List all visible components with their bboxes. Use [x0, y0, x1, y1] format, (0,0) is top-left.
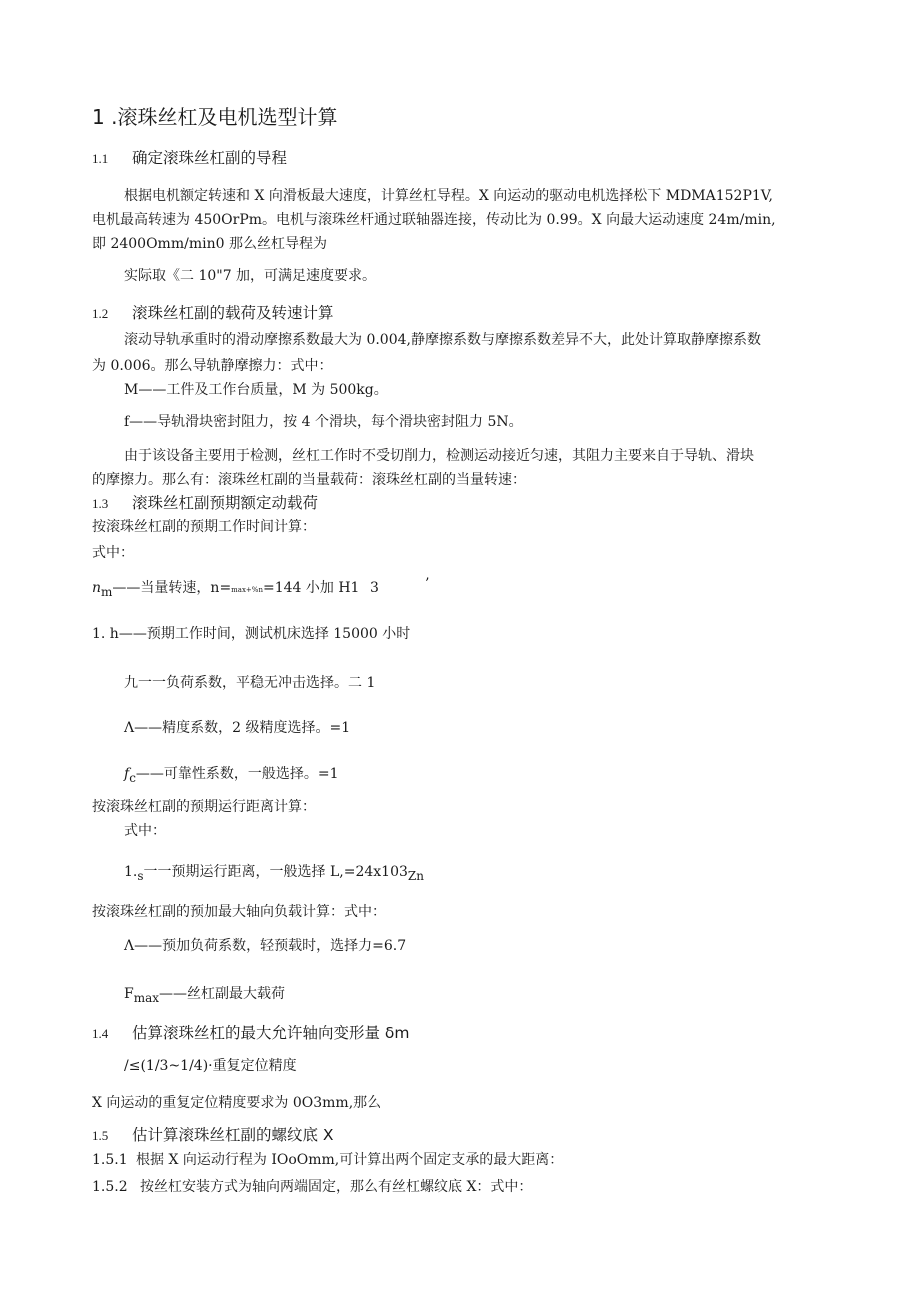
subsection-number: 1.5.1	[92, 1152, 128, 1168]
text: 按丝杠安装方式为轴向两端固定，那么有丝杠螺纹底 X：式中：	[140, 1179, 533, 1195]
text: ——可靠性系数，一般选择。=1	[135, 766, 339, 782]
formula-fragment: ’	[425, 576, 430, 592]
paragraph-line: M——工件及工作台质量，M 为 500kg。	[124, 382, 388, 398]
subsection-1-5-1	[92, 1150, 563, 1170]
subscript: m	[101, 584, 113, 599]
section-1-1-heading	[92, 147, 287, 170]
section-number: 1.5	[92, 1128, 109, 1143]
section-title: 滚珠丝杠副的载荷及转速计算	[132, 304, 334, 322]
text: 1.	[124, 864, 138, 880]
section-number: 1.3	[92, 496, 109, 511]
section-number: 1.4	[92, 1026, 109, 1041]
subscript: c	[129, 770, 136, 785]
subscript: s	[137, 868, 144, 883]
symbol-f: f	[124, 766, 130, 782]
formula-line-ls	[124, 862, 424, 886]
paragraph-line: Λ——预加负荷系数，轻预载时，选择力=6.7	[124, 938, 407, 954]
subsection-number: 1.5.2	[92, 1179, 128, 1195]
paragraph-line: /≤(1/3~1/4)·重复定位精度	[124, 1058, 297, 1074]
text: 一一预期运行距离，一般选择 L,=24x103	[143, 864, 408, 880]
paragraph-line: 即 2400Omm/min0 那么丝杠导程为	[92, 236, 327, 252]
document-title: 1 .滚珠丝杠及电机选型计算	[92, 105, 338, 129]
subscript: max	[133, 990, 160, 1005]
text: ——丝杠副最大载荷	[159, 986, 286, 1002]
paragraph-line: 根据电机额定转速和 X 向滑板最大速度，计算丝杠导程。X 向运动的驱动电机选择松下 MDMA152P1V,	[124, 188, 773, 204]
paragraph-line: 的摩擦力。那么有：滚珠丝杠副的当量载荷：滚珠丝杠副的当量转速：	[92, 472, 526, 488]
paragraph-line: 实际取《二 10"7 加，可满足速度要求。	[124, 268, 377, 284]
section-title: 估算滚珠丝杠的最大允许轴向变形量 δm	[132, 1024, 410, 1042]
formula-fragment: max+%n	[231, 586, 263, 594]
paragraph-line: X 向运动的重复定位精度要求为 0O3mm,那么	[92, 1095, 382, 1111]
paragraph-line: 由于该设备主要用于检测，丝杠工作时不受切削力，检测运动接近匀速，其阻力主要来自于导轨、滑块	[124, 448, 754, 464]
formula-line-fmax	[124, 984, 285, 1008]
subscript: Zn	[407, 868, 424, 883]
paragraph-line: 按滚珠丝杠副的预期工作时间计算：	[92, 519, 316, 535]
paragraph-line: 滚动导轨承重时的滑动摩擦系数最大为 0.004,静摩擦系数与摩擦系数差异不大，此处计算取静摩擦系数	[124, 332, 761, 348]
paragraph-line: 九一一负荷系数，平稳无冲击选择。二 1	[124, 675, 376, 691]
formula-line-nm	[92, 578, 359, 602]
text: =144 小加 H1	[262, 580, 360, 596]
formula-line-fc	[124, 764, 339, 788]
paragraph-line: 电机最高转速为 450OrPm。电机与滚珠丝杆通过联轴器连接，传动比为 0.99。X 向最大运动速度 24m/min,	[92, 212, 776, 228]
section-number: 1.2	[92, 306, 109, 321]
text: 根据 X 向运动行程为 IOoOmm,可计算出两个固定支承的最大距离：	[136, 1152, 564, 1168]
section-1-2-heading	[92, 302, 334, 325]
paragraph-line: Λ——精度系数，2 级精度选择。=1	[124, 720, 351, 736]
symbol-n: n	[92, 580, 102, 596]
paragraph-line: 式中：	[92, 545, 134, 561]
text: ——当量转速，n=	[112, 580, 232, 596]
paragraph-line: 式中：	[124, 823, 166, 839]
section-title: 确定滚珠丝杠副的导程	[132, 149, 288, 167]
section-1-4-heading	[92, 1022, 410, 1045]
section-1-5-heading	[92, 1124, 334, 1147]
paragraph-line: 1. h——预期工作时间，测试机床选择 15000 小时	[92, 626, 411, 642]
paragraph-line: 按滚珠丝杠副的预加最大轴向负载计算：式中：	[92, 904, 386, 920]
section-title: 滚珠丝杠副预期额定动载荷	[132, 494, 319, 512]
paragraph-line: 按滚珠丝杠副的预期运行距离计算：	[92, 799, 316, 815]
section-1-3-heading	[92, 492, 318, 515]
paragraph-line: f——导轨滑块密封阻力，按 4 个滑块，每个滑块密封阻力 5N。	[124, 414, 523, 430]
text: F	[124, 986, 134, 1002]
formula-fragment: 3	[370, 580, 379, 596]
section-number: 1.1	[92, 151, 109, 166]
section-title: 估计算滚珠丝杠副的螺纹底 X	[132, 1126, 334, 1144]
subsection-1-5-2	[92, 1177, 532, 1197]
paragraph-line: 为 0.006。那么导轨静摩擦力：式中：	[92, 358, 333, 374]
